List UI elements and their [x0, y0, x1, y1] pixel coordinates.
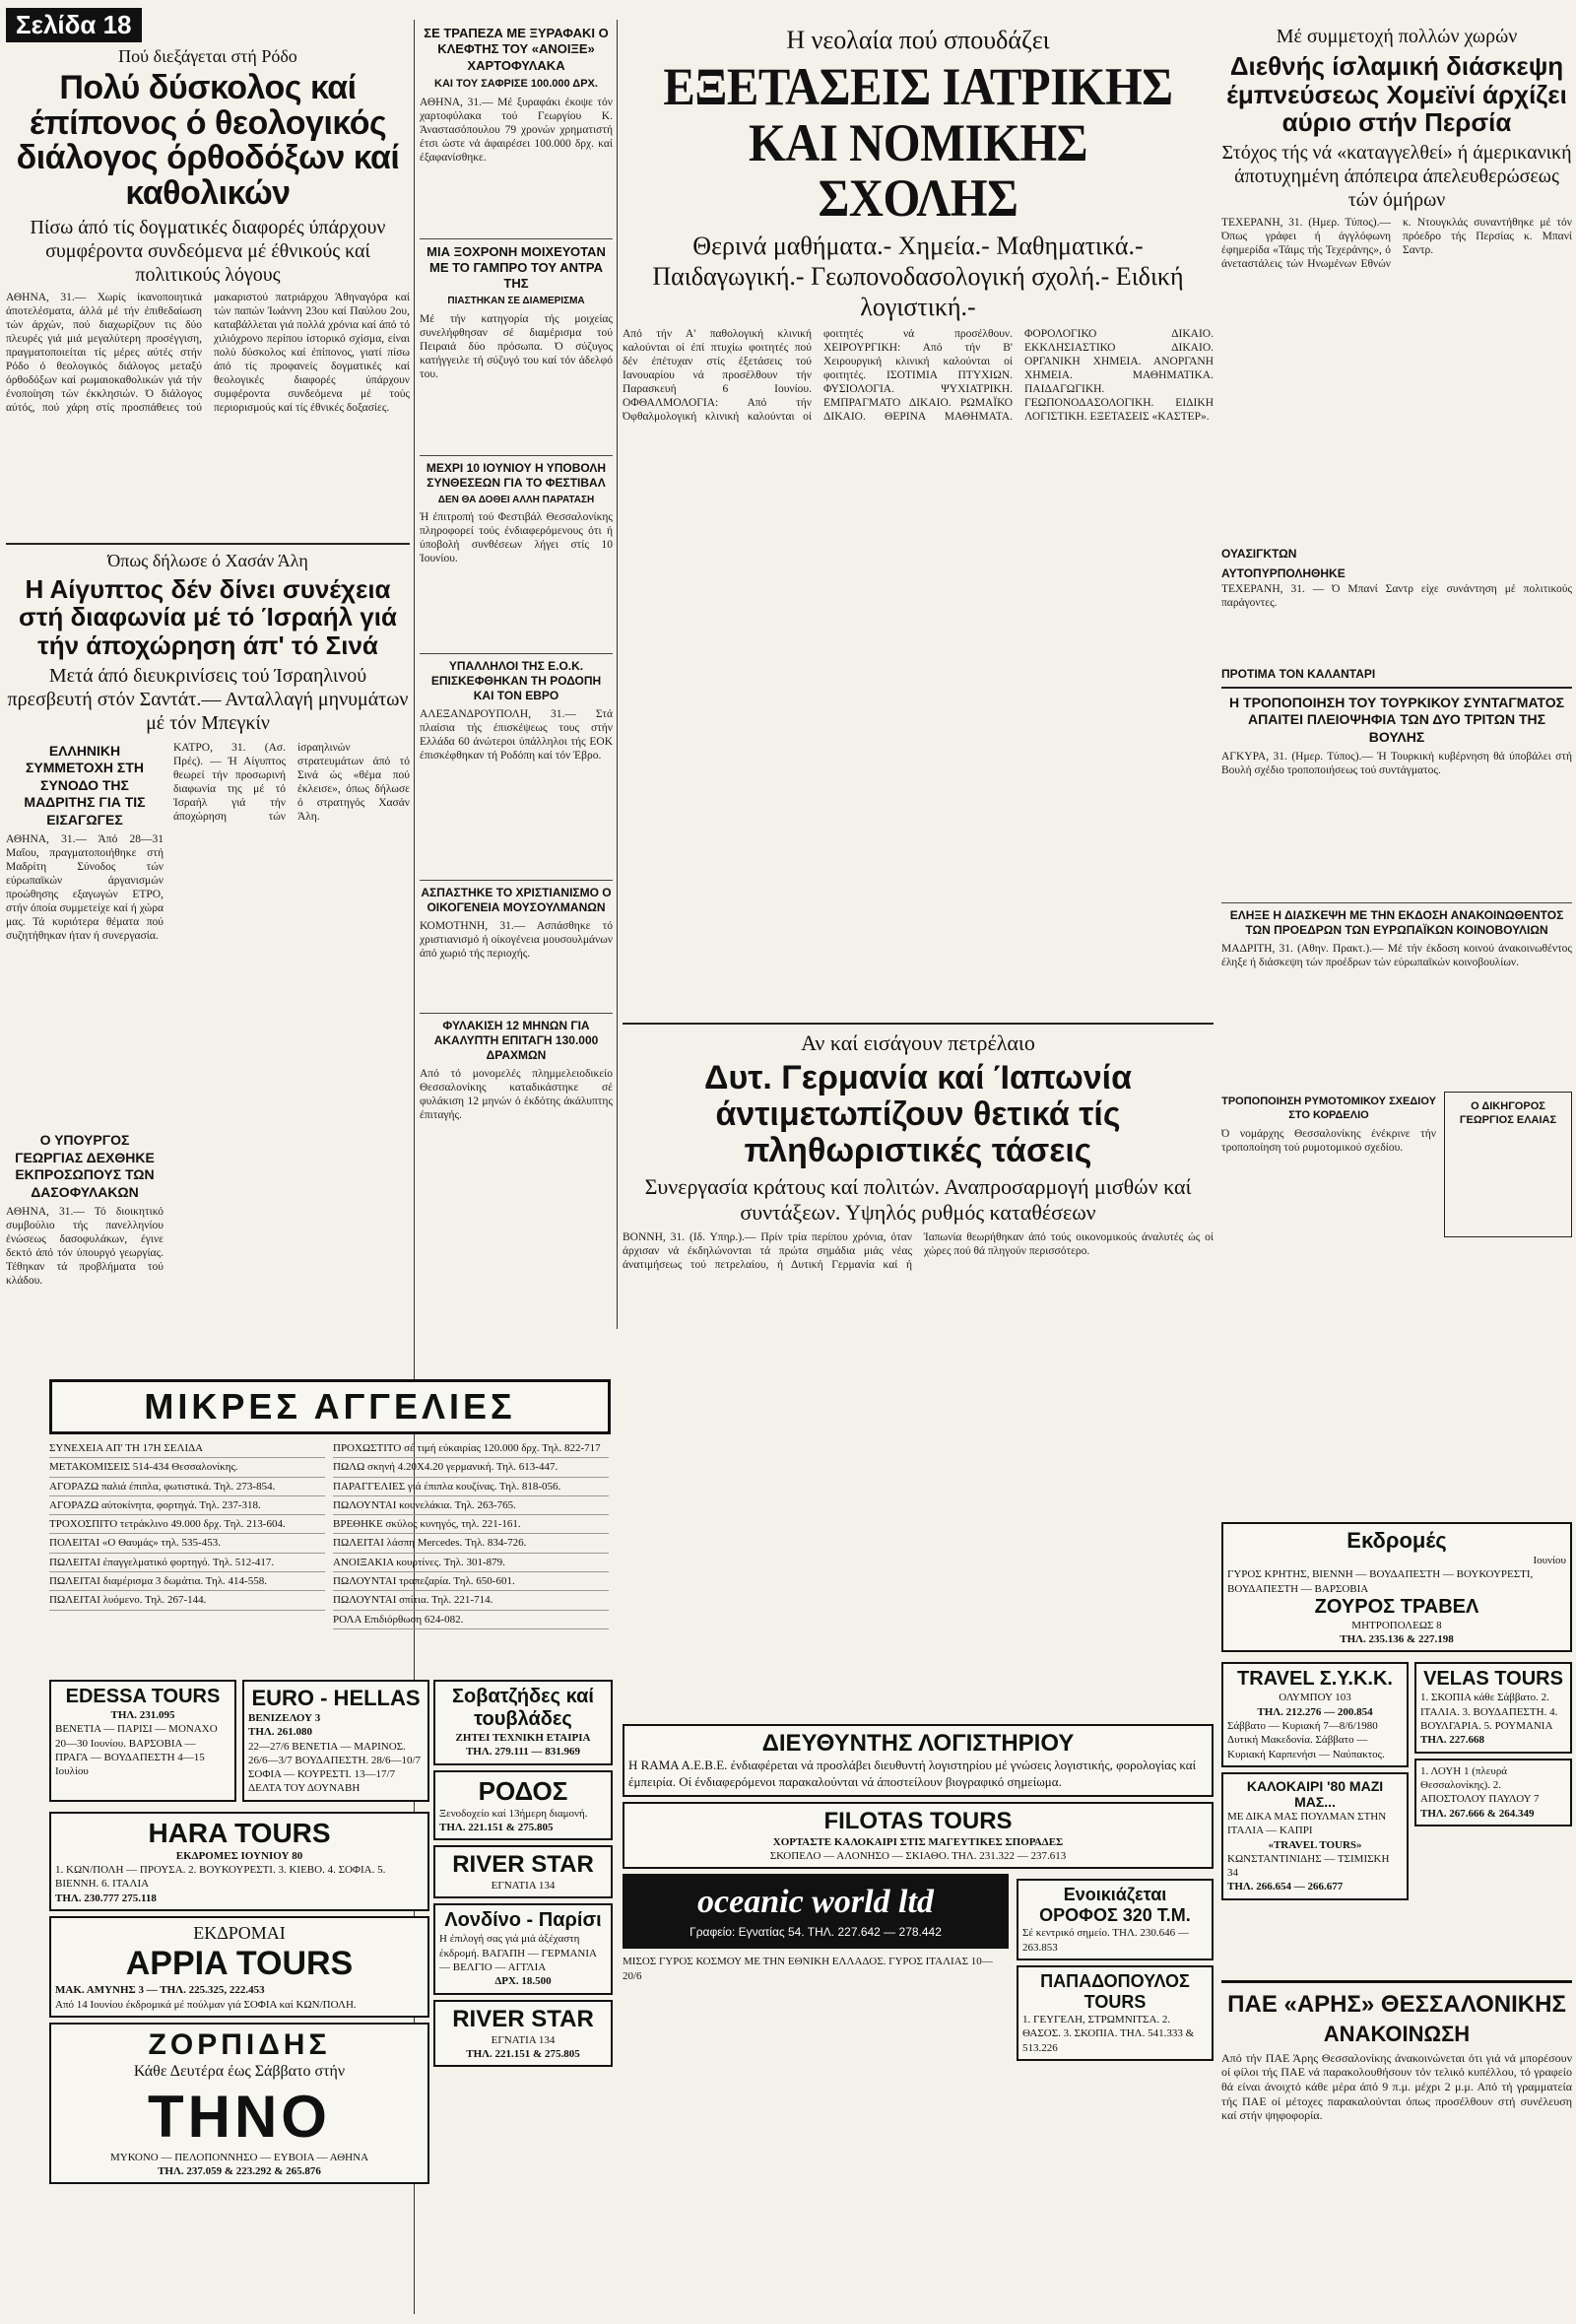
- classified-ad: ΑΝΟΙΞΑΚΙΑ κουρτίνες. Τηλ. 301-879.: [333, 1554, 609, 1572]
- ad-london-title: Λονδίνο - Παρίσι: [444, 1909, 602, 1932]
- ad-plasterers-tel: ΤΗΛ. 279.111 — 831.969: [465, 1746, 581, 1759]
- classified-ad: ΒΡΕΘΗΚΕ σκύλος κυνηγός, τηλ. 221-161.: [333, 1515, 609, 1534]
- ad-hara-title: HARA TOURS: [148, 1817, 331, 1848]
- ads-bottom-middle: [433, 1675, 613, 2072]
- ad-hara-tel: ΤΗΛ. 230.777 275.118: [55, 1892, 157, 1904]
- ad-plasterers: [433, 1680, 613, 1765]
- aris-body: Από τήν ΠΑΕ Άρης Θεσσαλονίκης άνακοινώνεται ότι γιά νά μπορέσουν οί φίλοι τής ΠΑΕ νά παρακολουθήσουν τόν τελικό κυπέλλου, τό γραφείο θά είναι άνοιχτό κάθε μέρα άπό 9 π.μ. μέχρι 2 μ.μ. Από τή γραμματεία τής ΠΑΕ οί μέτοχες παρακαλούνται όπως προσέλθουν στή συνέλευση καί στήν ψηφοφορία.: [1221, 2050, 1572, 2123]
- headline-exams: ΕΞΕΤΑΣΕΙΣ ΙΑΤΡΙΚΗΣ ΚΑΙ ΝΟΜΙΚΗΣ ΣΧΟΛΗΣ: [663, 57, 1173, 229]
- classifieds-left: [49, 1439, 325, 1629]
- classified-ad: ΠΩΛΟΥΝΤΑΙ κουνελάκια. Τηλ. 263-765.: [333, 1496, 609, 1515]
- subhead-germany-japan: Συνεργασία κράτους καί πολιτών. Αναπροσαρμογή μισθών καί συντάξεων. Υψηλός ρυθμός καταθέσεων: [644, 1173, 1192, 1226]
- ad-rent-title: Ενοικιάζεται ΟΡΟΦΟΣ 320 Τ.Μ.: [1039, 1885, 1191, 1926]
- headline-festival: ΜΕΧΡΙ 10 ΙΟΥΝΙΟΥ Η ΥΠΟΒΟΛΗ ΣΥΝΘΕΣΕΩΝ ΓΙΑ ΤΟ ΦΕΣΤΙΒΑΛ: [426, 460, 607, 490]
- article-exams: Από τήν Α' παθολογική κλινική καλούνται οί έπί πτυχίω φοιτητές πού δέν έπέτυχαν στίς έξετάσεις τού Ιανουαρίου νά προσέλθουν τήν Παρασκευή 6 Ιουνίου. ΟΦΘΑΛΜΟΛΟΓΙΑ: Από τήν Όφθαλμολογική κλινική καλούνται οί φοιτητές νά προσέλθουν. ΧΕΙΡΟΥΡΓΙΚΗ: Από τήν Β' Χειρουργική κλινική καλούνται οί φοιτητές. ΙΣΟΤΙΜΙΑ ΠΤΥΧΙΩΝ. ΦΥΣΙΟΛΟΓΙΑ. ΨΥΧΙΑΤΡΙΚΗ. ΕΜΠΡΑΓΜΑΤΟ ΔΙΚΑΙΟ. ΡΩΜΑΪΚΟ ΔΙΚΑΙΟ. ΘΕΡΙΝΑ ΜΑΘΗΜΑΤΑ. ΦΟΡΟΛΟΓΙΚΟ ΔΙΚΑΙΟ. ΕΚΚΛΗΣΙΑΣΤΙΚΟ ΔΙΚΑΙΟ. ΟΡΓΑΝΙΚΗ ΧΗΜΕΙΑ. ΑΝΟΡΓΑΝΗ ΧΗΜΕΙΑ. ΜΑΘΗΜΑΤΙΚΑ. ΠΑΙΔΑΓΩΓΙΚΗ. ΓΕΩΠΟΝΟΔΑΣΟΛΟΓΙΚΗ. ΕΙΔΙΚΗ ΛΟΓΙΣΤΙΚΗ. ΕΞΕΤΑΣΕΙΣ «ΚΑΣΤΕΡ».: [623, 327, 1214, 423]
- ad-accounting-director: [623, 1724, 1214, 1797]
- headline-egypt-israel: Η Αίγυπτος δέν δίνει συνέχεια στή διαφωνία μέ τό Ίσραήλ γιά τήν άποχώρηση άπ' τό Σινά: [19, 573, 397, 660]
- ad-zorpidis-tinos: ΤΗΝΟ: [148, 2083, 331, 2150]
- ad-kalokairi-addr: ΚΩΝΣΤΑΝΤΙΝΙΔΗΣ — ΤΣΙΜΙΣΚΗ 34: [1227, 1852, 1390, 1880]
- headline-prison: ΦΥΛΑΚΙΣΗ 12 ΜΗΝΩΝ ΓΙΑ ΑΚΑΛΥΠΤΗ ΕΠΙΤΑΓΗ 130.000 ΔΡΑΧΜΩΝ: [433, 1019, 599, 1063]
- ad-appia-addr: ΜΑΚ. ΑΜΥΝΗΣ 3 — ΤΗΛ. 225.325, 222.453: [55, 1984, 265, 1997]
- ad-river-star-1-addr: ΕΓΝΑΤΙΑ 134: [491, 1880, 556, 1892]
- ad-rent-body: Σέ κεντρικό σημείο. ΤΗΛ. 230.646 — 263.853: [1022, 1927, 1189, 1954]
- article-christianity: ΚΟΜΟΤΗΝΗ, 31.— Ασπάσθηκε τό χριστιανισμό ή οίκογένεια μουσουλμάνων άπό χωριό τής περιοχής.: [420, 920, 613, 961]
- ad-louis-tel: ΤΗΛ. 267.666 & 264.349: [1420, 1807, 1535, 1820]
- classified-ad: ΡΟΛΑ Επιδιόρθωση 624-082.: [333, 1611, 609, 1629]
- ad-kalokairi-body: ΜΕ ΔΙΚΑ ΜΑΣ ΠΟΥΛΜΑΝ ΣΤΗΝ ΙΤΑΛΙΑ — ΚΑΠΡΙ: [1227, 1810, 1387, 1837]
- article-razor-thief: ΑΘΗΝΑ, 31.— Μέ ξυραφάκι έκοψε τόν χαρτοφύλακα τού Γεωργίου Κ. Άναστασόπουλου 79 χρονών χρηματιστή έτσι ώστε νά άφαιρέσει 100.000 δρχ. καί έξαφανίσθηκε.: [420, 96, 613, 164]
- ad-zorpidis-tel: ΤΗΛ. 237.059 & 223.292 & 265.876: [158, 2165, 321, 2178]
- classified-ad: ΠΩΛΟΥΝΤΑΙ σπίτια. Τηλ. 221-714.: [333, 1591, 609, 1610]
- ad-river-star-1: [433, 1845, 613, 1898]
- ad-appia-tours: [49, 1916, 429, 2018]
- ad-filotas-tours: [623, 1802, 1214, 1870]
- article-theological: ΑΘΗΝΑ, 31.— Χωρίς ίκανοποιητικά άποτελέσματα, άλλά μέ τήν έπιθεδαίωση τών άρχών, πού διαχωρίζουν τις δύο πλευρές γιά μιά μεγαλύτερη προσέγγιση, πραγματοποιείται τίς μέρες αύτές στήν Ρόδο ό θεολογικός διάλογος μεταξύ όρθοδόξων καί ρωμαιοκαθολικών γιά τήν ένοποίηση τών έκκλησιών. Ό διάλογος αύτός, πού χάρη στίς προσπάθειες τού μακαριστού πατριάρχου Άθηναγόρα καί τών παπών Ίωάννη 23ου καί Παύλου 2ου, καταβάλλεται γιά πολλά χρόνια καί άπό τό χιλιόχρονο περίπου ίστορικό σχίσμα, είναι πολύ δύσκολος καί έπίπονος, γιατί πίσω άπό τίς προφανείς δογματικές καί θεολογικές διαφορές ύπάρχουν συμφέροντα συνδεόμενα μέ τούς περιορισμούς καί τίς έθνικές δοξασίες.: [6, 291, 410, 414]
- classified-ad: ΑΓΟΡΑΖΩ αύτοκίνητα, φορτηγά. Τηλ. 237-318.: [49, 1496, 325, 1515]
- classified-ad: ΣΥΝΕΧΕΙΑ ΑΠ' ΤΗ 17Η ΣΕΛΙΔΑ: [49, 1439, 325, 1458]
- ad-rhodes-body: Ξενοδοχείο καί 13ήμερη διαμονή.: [439, 1807, 588, 1820]
- ad-oceanic-world: [623, 1874, 1009, 1949]
- ads-bottom-left: [49, 1675, 429, 2189]
- classifieds-title: ΜΙΚΡΕΣ ΑΓΓΕΛΙΕΣ: [144, 1386, 516, 1427]
- ad-travel-sykk: [1221, 1662, 1409, 1766]
- ad-velas-title: VELAS TOURS: [1423, 1668, 1563, 1691]
- ad-rhodes-title: ΡΟΔΟΣ: [478, 1775, 568, 1806]
- ad-accounting-body: Η RAMA A.E.B.E. ένδιαφέρεται νά προσλάβει διευθυντή λογιστηρίου μέ γνώσεις λογιστικής, φορολογίας καί έμπειρία. Οί ένδιαφερόμενοι παρακαλούνται νά άποστείλουν βιογραφικό σημείωμα.: [628, 1758, 1197, 1789]
- ad-travel-body: Σάββατο — Κυριακή 7—8/6/1980 Δυτική Μακεδονία. Σάββατο — Κυριακή Καρπενήσι — Ναύπακτος.: [1227, 1720, 1385, 1760]
- ad-river-star-2: [433, 2000, 613, 2068]
- classified-ad: ΠΩΛΟΥΝΤΑΙ τραπεζαρία. Τηλ. 650-601.: [333, 1572, 609, 1591]
- box-madrid: [6, 739, 164, 1316]
- ad-edessa-body: ΒΕΝΕΤΙΑ — ΠΑΡΙΣΙ — ΜΟΝΑΧΟ 20—30 Ιουνίου. ΒΑΡΣΟΒΙΑ — ΠΡΑΓΑ — ΒΟΥΔΑΠΕΣΤΗ 4—15 Ιουλίου: [55, 1723, 218, 1778]
- ad-travel-tel: ΤΗΛ. 212.276 — 200.854: [1257, 1705, 1373, 1718]
- subhead-islamic: Στόχος τής νά «καταγγελθεί» ή άμερικανική άποτυχημένη άπόπειρα άπελευθερώσεως τών όμήρων: [1221, 141, 1572, 211]
- classifieds-right: [333, 1439, 609, 1629]
- classified-ad: ΠΡΟΧΩΣΤΙΤΟ σέ τιμή εύκαιρίας 120.000 δρχ. Τηλ. 822-717: [333, 1439, 609, 1458]
- ads-bottom-col4: [1221, 1517, 1572, 1905]
- ad-lawyer: [1444, 1092, 1572, 1237]
- article-kordelio: Ό νομάρχης Θεσσαλονίκης ένέκρινε τήν τροποποίηση τού ρυμοτομικού σχεδίου.: [1221, 1127, 1436, 1154]
- ad-filotas-sub: ΧΟΡΤΑΣΤΕ ΚΑΛΟΚΑΙΡΙ ΣΤΙΣ ΜΑΓΕΥΤΙΚΕΣ ΣΠΟΡΑΔΕΣ: [772, 1835, 1064, 1848]
- ad-miros: ΜΙΣΟΣ ΓΥΡΟΣ ΚΟΣΜΟΥ ΜΕ ΤΗΝ ΕΘΝΙΚΗ ΕΛΛΑΔΟΣ. ΓΥΡΟΣ ΙΤΑΛΙΑΣ 10—20/6: [623, 1956, 993, 1982]
- box-forestry-body: ΑΘΗΝΑ, 31.— Τό διοικητικό συμβούλιο τής πανελληνίου ένώσεως δασοφυλάκων, έγινε δεκτό άπό τόν ύπουργό γεωργίας. Τέθηκαν τά προβλήματα τού κλάδου.: [6, 1206, 164, 1288]
- article-egypt: ΚΑΤΡΟ, 31. (Ασ. Πρές). — Ή Αίγυπτος θεωρεί τήν προσωρινή διαφωνία της μέ τό Ίσραήλ γιά τήν άποχώρηση τών ίσραηλινών στρατευμάτων άπό τό Σινά ώς «θέμα πού έκλεισε», όπως δήλωσε ό στρατηγός Χασάν Άλη.: [173, 741, 410, 823]
- ad-appia-pre: ΕΚΔΡΟΜΑΙ: [193, 1922, 286, 1943]
- ad-river-star-2-addr: ΕΓΝΑΤΙΑ 134: [491, 2033, 556, 2046]
- article-tehran: ΤΕΧΕΡΑΝΗ, 31. — Ό Μπανί Σαντρ είχε συνάντηση μέ πολιτικούς παράγοντες.: [1221, 582, 1572, 609]
- ad-hara-sub: ΕΚΔΡΟΜΕΣ ΙΟΥΝΙΟΥ 80: [175, 1849, 303, 1862]
- ad-excursions-items: ΓΥΡΟΣ ΚΡΗΤΗΣ, ΒΙΕΝΝΗ — ΒΟΥΔΑΠΕΣΤΗ — ΒΟΥΚΟΥΡΕΣΤΙ, ΒΟΥΔΑΠΕΣΤΗ — ΒΑΡΣΟΒΙΑ: [1227, 1568, 1534, 1595]
- classifieds-section: [49, 1374, 611, 1629]
- article-eec: ΑΛΕΞΑΝΔΡΟΥΠΟΛΗ, 31.— Στά πλαίσια τής έπισκέψεως τους στήν Ελλάδα 60 άνώτεροι ύπάλληλοι τής ΕΟΚ έπισκέφθηκαν τή Ρoδόπη καί τόν Έβρο.: [420, 708, 613, 763]
- article-parliaments: ΜΑΔΡΙΤΗ, 31. (Αθην. Πρακτ.).— Μέ τήν έκδοση κοινού άνακοινωθέντος έληξε ή διάσκεψη τών προέδρων τών εύρωπαϊκών κοινοβουλίων.: [1221, 943, 1572, 969]
- kicker-islamic: Μέ συμμετοχή πολλών χωρών: [1276, 26, 1518, 47]
- headline-eec: ΥΠΑΛΛΗΛΟΙ ΤΗΣ Ε.Ο.Κ. ΕΠΙΣΚΕΦΘΗΚΑΝ ΤΗ ΡΟΔΟΠΗ ΚΑΙ ΤΟΝ ΕΒΡΟ: [430, 659, 602, 703]
- lawyer-name: Ο ΔΙΚΗΓΟΡΟΣ ΓΕΩΡΓΙΟΣ ΕΛΑΙΑΣ: [1459, 1100, 1557, 1127]
- subhead-egypt: Μετά άπό διευκρινίσεις τού Ίσραηλινού πρεσβευτή στόν Σαντάτ.— Ανταλλαγή μηνυμάτων μέ τόν Μπεγκίν: [7, 664, 409, 734]
- headline-kordelio: ΤΡΟΠΟΠΟΙΗΣΗ ΡΥΜΟΤΟΜΙΚΟΥ ΣΧΕΔΙΟΥ ΣΤΟ ΚΟΡΔΕΛΙΟ: [1221, 1096, 1436, 1122]
- ad-zorpidis-sub: Κάθε Δευτέρα έως Σάββατο στήν: [133, 2062, 346, 2080]
- column-4: [1221, 22, 1572, 2324]
- kicker-rhodes: Πού διεξάγεται στή Ρόδο: [118, 46, 297, 66]
- ad-euro-addr: ΒΕΝΙΖΕΛΟΥ 3: [248, 1712, 321, 1724]
- classifieds-title-box: [49, 1379, 611, 1434]
- box-madrid-title: ΕΛΛΗΝΙΚΗ ΣΥΜΜΕΤΟΧΗ ΣΤΗ ΣΥΝΟΔΟ ΤΗΣ ΜΑΔΡΙΤΗΣ ΓΙΑ ΤΙΣ ΕΙΣΑΓΩΓΕΣ: [24, 742, 146, 828]
- ad-filotas-body: ΣΚΟΠΕΛΟ — ΑΛΟΝΗΣΟ — ΣΚΙΑΘΟ. ΤΗΛ. 231.322 — 237.613: [769, 1850, 1067, 1863]
- ad-kalokairi-brand: «TRAVEL TOURS»: [1268, 1838, 1362, 1851]
- aris-sub: ΑΝΑΚΟΙΝΩΣΗ: [1323, 2022, 1471, 2047]
- ads-bottom-col3: [623, 1719, 1214, 2066]
- ad-accounting-title: ΔΙΕΥΘΥΝΤΗΣ ΛΟΓΙΣΤΗΡΙΟΥ: [761, 1730, 1075, 1757]
- classified-ad: ΠΩΛΕΙΤΑΙ έπαγγελματικό φορτηγό. Τηλ. 512-417.: [49, 1554, 325, 1572]
- ad-plasterers-title: Σοβατζήδες καί τουβλάδες: [452, 1686, 594, 1730]
- classified-ad: ΠΑΡΑΓΓΕΛΙΕΣ γιά έπιπλα κουζίνας. Τηλ. 818-056.: [333, 1478, 609, 1496]
- ad-travel-addr: ΟΛΥΜΠΟΥ 103: [1279, 1692, 1351, 1704]
- classified-ad: ΠΩΛΕΙΤΑΙ διαμέρισμα 3 δωμάτια. Τηλ. 414-558.: [49, 1572, 325, 1591]
- ad-river-star-2-title: RIVER STAR: [452, 2005, 594, 2032]
- box-forestry-title: Ο ΥΠΟΥΡΓΟΣ ΓΕΩΡΓΙΑΣ ΔΕΧΘΗΚΕ ΕΚΠΡΟΣΩΠΟΥΣ ΤΩΝ ΔΑΣΟΦΥΛΑΚΩΝ: [15, 1132, 155, 1200]
- subhead-theological: Πίσω άπό τίς δογματικές διαφορές ύπάρχουν συμφέροντα συνδεόμενα μέ έθνικούς καί πολιτικούς λόγους: [30, 216, 386, 286]
- ad-rhodes-tel: ΤΗΛ. 221.151 & 275.805: [439, 1821, 554, 1833]
- ad-filotas-title: FILOTAS TOURS: [823, 1807, 1013, 1834]
- classified-ad: ΤΡΟΧΟΣΠΙΤΟ τετράκλινο 49.000 δρχ. Τηλ. 213-604.: [49, 1515, 325, 1534]
- ad-river-star-2-tel: ΤΗΛ. 221.151 & 275.805: [466, 2047, 580, 2060]
- article-islamic: ΤΕΧΕΡΑΝΗ, 31. (Ημερ. Τύπος).— Όπως γράφει ή άγγλόφωνη έφημερίδα «Τάιμς τής Τεχεράνης», ό άνεταστάλεις τών Ηνωμένων Εθνών κ. Ντουγκλάς συναντήθηκε μέ τόν πρόεδρο τής Περσίας κ. Μπανί Σαντρ.: [1221, 216, 1572, 270]
- ad-papadopoulos-title: ΠΑΠΑΔΟΠΟΥΛΟΣ TOURS: [1040, 1970, 1190, 2012]
- section-kalantari: ΠΡΟΤΙΜΑ ΤΟΝ ΚΑΛΑΝΤΑΡΙ: [1221, 666, 1376, 681]
- ad-zorpidis-title: ΖΟΡΠΙΔΗΣ: [148, 2027, 331, 2061]
- ad-excursions-title: Εκδρομές: [1346, 1528, 1447, 1553]
- article-adultery: Μέ τήν κατηγορία τής μοιχείας συνελήφθησαν σέ διαμέρισμα τού Πειραιά δύο πρόσωπα. Ό σύζυγος κατήγγειλε τή σύζυγό του καί τόν άδελφό του.: [420, 312, 613, 380]
- ad-zorpidis: [49, 2023, 429, 2184]
- classified-ad: ΠΟΛΕΙΤΑΙ «Ο Θαυμάς» τηλ. 535-453.: [49, 1534, 325, 1553]
- ad-oceanic-body: Γραφείο: Εγνατίας 54. ΤΗΛ. 227.642 — 278.442: [690, 1925, 942, 1940]
- headline-theological-dialogue: Πολύ δύσκολος καί έπίπονος ό θεολογικός διάλογος όρθοδόξων καί καθολικών: [16, 69, 400, 213]
- classified-ad: ΑΓΟΡΑΖΩ παλιά έπιπλα, φωτιστικά. Τηλ. 273-854.: [49, 1478, 325, 1496]
- ad-appia-title: APPIA TOURS: [125, 1945, 354, 1983]
- aris-title: ΠΑΕ «ΑΡΗΣ» ΘΕΣΣΑΛΟΝΙΚΗΣ: [1227, 1991, 1566, 2018]
- article-festival: Ή έπιτροπή τού Φεστιβάλ Θεσσαλονίκης πληροφορεί τούς ένδιαφερόμενους ότι ή ύποβολή συνθέσεων λήγει στίς 10 Ίουνίου.: [420, 511, 613, 565]
- article-prison: Από τό μονομελές πλημμελειοδικείο Θεσσαλονίκης καταδικάστηκε σέ φυλάκιση 12 μηνών ό έκδότης άκάλυπτης έπιταγής.: [420, 1068, 613, 1122]
- ad-euro-hellas: [242, 1680, 429, 1802]
- column-rule: [617, 20, 618, 1329]
- ad-kalokairi: [1221, 1772, 1409, 1900]
- classified-ad: ΠΩΛΕΙΤΑΙ λάσπη Mercedes. Τηλ. 834-726.: [333, 1534, 609, 1553]
- ad-louis: [1414, 1759, 1572, 1826]
- article-germany-japan: ΒΟΝΝΗ, 31. (Ιδ. Υπηρ.).— Πρίν τρία περίπου χρόνια, όταν άρχισαν νά έκδηλώνονται τά πρώτα σημάδια μιάς νέας άνατιμήσεως τού πετρελαίου, ή Δυτική Γερμανία καί ή Ίαπωνία θεωρήθηκαν άπό τούς οικονομικούς άναλυτές ώς οί χώρες πού θά πληγούν περισσότερο.: [623, 1230, 1214, 1271]
- ad-appia-body: Από 14 Ιουνίου έκδρομικά μέ πούλμαν γιά ΣΟΦΙΑ καί ΚΩΝ/ΠΟΛΗ.: [55, 1998, 357, 2011]
- ad-london-body: Η έπιλογή σας γιά μιά άξέχαστη έκδρομή. ΒΑΓΑΠΗ — ΓΕΡΜΑΝΙΑ — ΒΕΛΓΙΟ — ΑΓΓΛΙΑ: [439, 1933, 597, 1974]
- subhead-exams: Θερινά μαθήματα.- Χημεία.- Μαθηματικά.- Παιδαγωγική.- Γεωπονοδασολογική σχολή.- Ειδική λογιστική.-: [652, 232, 1184, 322]
- ad-excursions-sub: Ιουνίου: [1533, 1555, 1566, 1566]
- ad-hara-body: 1. ΚΩΝ/ΠΟΛΗ — ΠΡΟΥΣΑ. 2. ΒΟΥΚΟΥΡΕΣΤΙ. 3. ΚΙΕΒΟ. 4. ΣΟΦΙΑ. 5. ΒΙΕΝΝΗ. 6. ΙΤΑΛΙΑ: [55, 1864, 386, 1891]
- ad-edessa-title: EDESSA TOURS: [65, 1686, 221, 1707]
- ad-zouros-brand: ΖΟΥΡΟΣ ΤΡΑΒΕΛ: [1314, 1595, 1479, 1618]
- ad-london-price: ΔΡΧ. 18.500: [494, 1975, 552, 1988]
- ad-edessa: [49, 1680, 236, 1802]
- ad-velas-body: 1. ΣΚΟΠΙΑ κάθε Σάββατο. 2. ΙΤΑΛΙΑ. 3. ΒΟΥΔΑΠΕΣΤΗ. 4. ΒΟΥΛΓΑΡΙΑ. 5. ΡΟΥΜΑΝΙΑ: [1420, 1692, 1558, 1733]
- ad-rent-floor: [1017, 1879, 1214, 1960]
- kicker-oil: Αν καί εισάγουν πετρέλαιο: [801, 1029, 1035, 1055]
- kicker-students: Η νεολαία πού σπουδάζει: [786, 26, 1050, 54]
- section-self-immolation: ΑΥΤΟΠΥΡΠΟΛΗΘΗΚΕ: [1221, 565, 1346, 580]
- headline-razor-thief-sub: ΚΑΙ ΤΟΥ ΣΑΦΡΙΣΕ 100.000 ΔΡΧ.: [434, 77, 598, 90]
- ad-rhodes: [433, 1770, 613, 1841]
- ad-london-paris: [433, 1903, 613, 1994]
- egypt-row: [6, 739, 410, 1316]
- ad-zouros-addr: ΜΗΤΡΟΠΟΛΕΩΣ 8: [1351, 1619, 1442, 1631]
- ad-river-star-1-title: RIVER STAR: [452, 1851, 594, 1879]
- ad-euro-tel: ΤΗΛ. 261.080: [248, 1726, 313, 1739]
- page-number-badge: Σελίδα 18: [6, 8, 142, 42]
- headline-islamic-conference: Διεθνής ίσλαμική διάσκεψη έμπνεύσεως Χομεϊνί άρχίζει αύριο στήν Περσία: [1226, 51, 1567, 138]
- headline-festival-sub: ΔΕΝ ΘΑ ΔΟΘΕΙ ΑΛΛΗ ΠΑΡΑΤΑΣΗ: [437, 494, 595, 505]
- article-turkish: ΑΓΚΥΡΑ, 31. (Ημερ. Τύπος).— Ή Τουρκική κυβέρνηση θά ύποβάλει στή Βουλή σχέδιο τροποποιήσεως τού συντάγματος.: [1221, 751, 1572, 777]
- aris-announcement: [1221, 1980, 1572, 2324]
- headline-turkish-constitution: Η ΤΡΟΠΟΠΟΙΗΣΗ ΤΟΥ ΤΟΥΡΚΙΚΟΥ ΣΥΝΤΑΓΜΑΤΟΣ ΑΠΑΙΤΕΙ ΠΛΕΙΟΨΗΦΙΑ ΤΩΝ ΔΥΟ ΤΡΙΤΩΝ ΤΗΣ ΒΟΥΛΗΣ: [1229, 694, 1564, 745]
- ad-papadopoulos-body: 1. ΓΕΥΓΕΛΗ, ΣΤΡΩΜΝΙΤΣΑ. 2. ΘΑΣΟΣ. 3. ΣΚΟΠΙΑ. ΤΗΛ. 541.333 & 513.226: [1022, 2013, 1195, 2054]
- divider: [6, 543, 410, 545]
- headline-germany-japan: Δυτ. Γερμανία καί Ίαπωνία άντιμετωπίζουν θετικά τίς πληθωριστικές τάσεις: [704, 1058, 1132, 1170]
- ad-zorpidis-body: ΜΥΚΟΝΟ — ΠΕΛΟΠΟΝΝΗΣΟ — ΕΥΒΟΙΑ — ΑΘΗΝΑ: [109, 2151, 369, 2163]
- ad-travel-title: TRAVEL Σ.Υ.Κ.Κ.: [1237, 1668, 1393, 1691]
- headline-christianity: ΑΣΠΑΣΤΗΚΕ ΤΟ ΧΡΙΣΤΙΑΝΙΣΜΟ Ο ΟΙΚΟΓΕΝΕΙΑ ΜΟΥΣΟΥΛΜΑΝΩΝ: [421, 886, 612, 915]
- ad-hara-tours: [49, 1812, 429, 1911]
- headline-adultery-sub: ΠΙΑΣΤΗΚΑΝ ΣΕ ΔΙΑΜΕΡΙΣΜΑ: [447, 296, 585, 307]
- kicker-hasan-ali: Όπως δήλωσε ό Χασάν Άλη: [107, 550, 308, 570]
- ad-louis-body: 1. ΛΟΥΗ 1 (πλευρά Θεσσαλονίκης). 2. ΑΠΟΣΤΟΛΟΥ ΠΑΥΛΟΥ 7: [1420, 1764, 1540, 1806]
- ad-velas-tel: ΤΗΛ. 227.668: [1420, 1734, 1485, 1747]
- classified-ad: ΠΩΛΩ σκηνή 4.20Χ4.20 γερμανική. Τηλ. 613-447.: [333, 1458, 609, 1477]
- classified-ad: ΠΩΛΕΙΤΑΙ λυόμενο. Τηλ. 267-144.: [49, 1591, 325, 1610]
- section-washington: ΟΥΑΣΙΓΚΤΩΝ: [1221, 546, 1297, 561]
- ad-euro-body: 22—27/6 ΒΕΝΕΤΙΑ — ΜΑΡΙΝΟΣ. 26/6—3/7 ΒΟΥΔΑΠΕΣΤΗ. 28/6—10/7 ΣΟΦΙΑ — ΚΟΥΡΕΣΤΙ. 13—17/7 ΔΕΛΤΑ ΤΟΥ ΔΟΥΝΑΒΗ: [248, 1740, 422, 1795]
- ad-euro-title: EURO - HELLAS: [251, 1686, 421, 1710]
- ad-oceanic-title: oceanic world ltd: [697, 1884, 934, 1921]
- ad-velas-tours: [1414, 1662, 1572, 1753]
- ad-zouros-tel: ΤΗΛ. 235.136 & 227.198: [1340, 1633, 1454, 1646]
- ad-papadopoulos: [1017, 1965, 1214, 2061]
- classified-ad: ΜΕΤΑΚΟΜΙΣΕΙΣ 514-434 Θεσσαλονίκης.: [49, 1458, 325, 1477]
- ad-excursions-june: [1221, 1522, 1572, 1652]
- headline-razor-thief: ΣΕ ΤΡΑΠΕΖΑ ΜΕ ΞΥΡΑΦΑΚΙ Ο ΚΛΕΦΤΗΣ ΤΟΥ «ΑΝΟΙΞΕ» ΧΑΡΤΟΦΥΛΑΚΑ: [424, 26, 609, 73]
- ad-kalokairi-tel: ΤΗΛ. 266.654 — 266.677: [1227, 1881, 1344, 1893]
- ad-kalokairi-title: ΚΑΛΟΚΑΙΡΙ '80 ΜΑΖΙ ΜΑΣ...: [1246, 1777, 1384, 1810]
- headline-adultery: ΜΙΑ ΞΟΧΡΟΝΗ ΜΟΙΧΕΥΟΤΑΝ ΜΕ ΤΟ ΓΑΜΠΡΟ ΤΟΥ ΑΝΤΡΑ ΤΗΣ: [427, 243, 606, 291]
- box-madrid-body: ΑΘΗΝΑ, 31.— Άπό 28—31 Μαΐου, πραγματοποιήθηκε στή Μαδρίτη Σύνοδος τών εύρωπαϊκών άργανισμών προώθησης εξαγωγών ΕΤΡΟ, στήν όποία συμμετείχε καί ή χώρα μας. Τά κυριότερα θέματα πού συζητήθηκαν ήταν ή συνεργασία.: [6, 833, 164, 943]
- ad-edessa-tel: ΤΗΛ. 231.095: [110, 1709, 175, 1721]
- headline-parliaments: ΕΛΗΞΕ Η ΔΙΑΣΚΕΨΗ ΜΕ ΤΗΝ ΕΚΔΟΣΗ ΑΝΑΚΟΙΝΩΘΕΝΤΟΣ ΤΩΝ ΠΡΟΕΔΡΩΝ ΤΩΝ ΕΥΡΩΠΑΪΚΩΝ ΚΟΙΝΟΒΟΥΛΙΩΝ: [1229, 908, 1564, 938]
- ad-plasterers-sub: ΖΗΤΕΙ ΤΕΧΝΙΚΗ ΕΤΑΙΡΙΑ: [455, 1732, 591, 1744]
